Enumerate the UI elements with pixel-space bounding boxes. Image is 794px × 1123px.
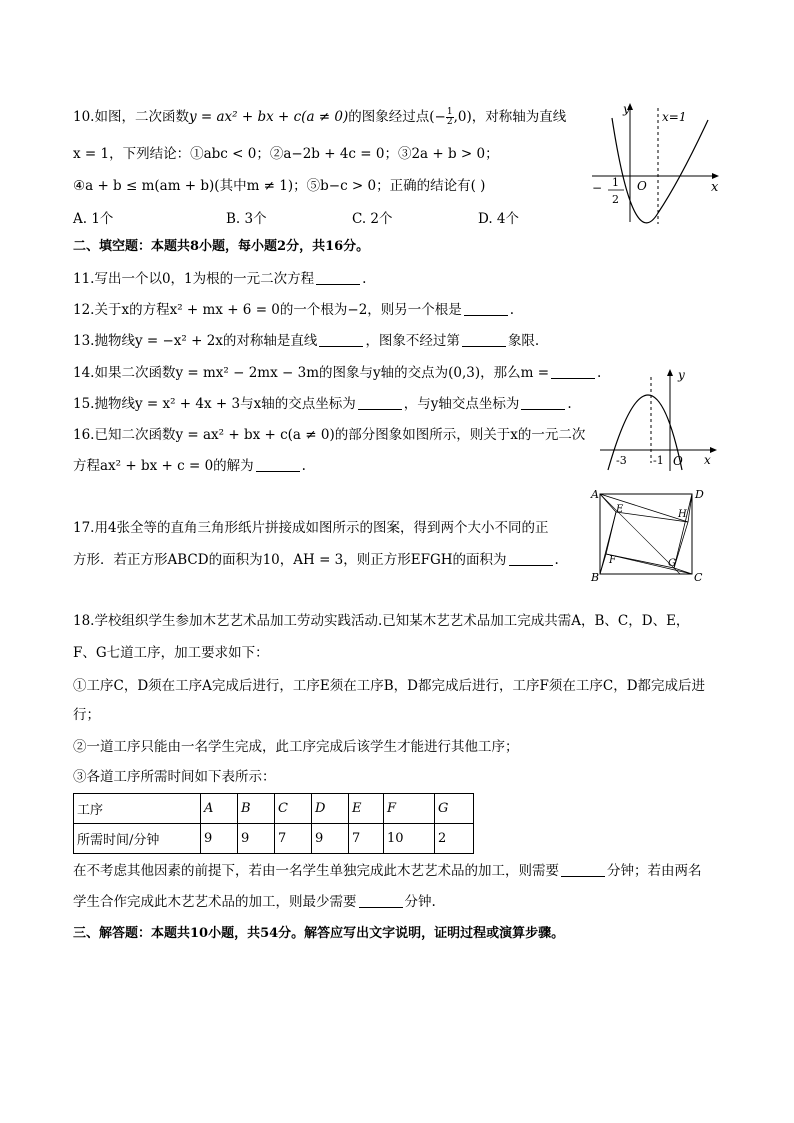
q10-math: y = ax² + bx + c(a ≠ 0) <box>188 109 349 125</box>
table-cell: 7 <box>349 824 384 854</box>
q12-blank <box>464 303 508 316</box>
table-cell: G <box>435 794 474 824</box>
q13-blank-1 <box>319 334 363 347</box>
q16-tick-neg1: -1 <box>653 454 664 467</box>
q10-tick-neg: − <box>592 181 603 195</box>
q13 <box>73 332 539 350</box>
q18-line7 <box>73 862 702 880</box>
table-head-process: 工序 <box>74 794 201 824</box>
q10-text-b: 的图象经过点( <box>348 109 435 125</box>
q10-axis-label: x=1 <box>662 110 687 124</box>
q18-line6: ③各道工序所需时间如下表所示： <box>73 769 276 785</box>
q10-y-label: y <box>623 102 630 116</box>
q18-blank-2 <box>359 895 403 908</box>
q17-blank <box>509 553 553 566</box>
q16-parabola-graph <box>598 365 723 475</box>
q16-line2 <box>73 457 306 475</box>
q18-text-c: 学生合作完成此木艺艺术品的加工，则最少需要 <box>73 894 357 910</box>
q10-option-c: C. 2个 <box>352 211 393 227</box>
q14 <box>73 364 601 382</box>
q17-label-g: G <box>668 558 676 569</box>
q17-line2 <box>73 551 559 569</box>
q18-text-b: 分钟；若由两名 <box>607 863 702 879</box>
section-2-heading: 二、填空题：本题共8小题，每小题2分，共16分。 <box>73 239 370 254</box>
table-cell: 9 <box>238 824 275 854</box>
q10-line3: ④a + b ≤ m(am + b)(其中m ≠ 1)；⑤b−c > 0；正确的结论有( ) <box>73 178 486 194</box>
table-cell: 9 <box>201 824 238 854</box>
q10-tick-den: 2 <box>612 193 619 206</box>
table-cell: F <box>384 794 435 824</box>
q17-label-d: D <box>695 488 704 501</box>
table-head-time: 所需时间/分钟 <box>74 824 201 854</box>
q12 <box>73 301 514 319</box>
table-cell: E <box>349 794 384 824</box>
table-cell: 7 <box>275 824 312 854</box>
q14-end: . <box>597 365 602 381</box>
q17-label-h: H <box>678 509 687 520</box>
table-cell: 10 <box>384 824 435 854</box>
q10-point-den: 2 <box>446 117 453 127</box>
q17-label-c: C <box>694 571 703 584</box>
q15-blank-1 <box>358 397 402 410</box>
q15 <box>73 395 572 413</box>
q18-line2: F、G七道工序，加工要求如下： <box>73 645 269 661</box>
q16-text: 方程ax² + bx + c = 0的解为 <box>73 458 254 474</box>
q10-tick-num: 1 <box>612 176 619 189</box>
q11-text: 11.写出一个以0，1为根的一元二次方程 <box>73 271 315 287</box>
q18-line1: 18.学校组织学生参加木艺艺术品加工劳动实践活动.已知某木艺艺术品加工完成共需A，B、C，D、E， <box>73 613 690 629</box>
q16-origin-label: O <box>673 454 683 468</box>
q17-square-figure <box>588 484 706 586</box>
q11-blank <box>316 272 360 285</box>
process-time-table <box>73 793 474 854</box>
q17-label-e: E <box>616 504 624 515</box>
q16-x-label: x <box>704 453 711 467</box>
section-3-heading: 三、解答题：本题共10小题，共54分。解答应写出文字说明，证明过程或演算步骤。 <box>73 926 565 941</box>
q13-text-a: 13.抛物线y = −x² + 2x的对称轴是直线 <box>73 333 318 349</box>
q13-text-c: 象限. <box>507 333 540 349</box>
q10-option-d: D. 4个 <box>478 211 520 227</box>
q13-text-b: ，图象不经过第 <box>365 333 460 349</box>
q14-text: 14.如果二次函数y = mx² − 2mx − 3m的图象与y轴的交点为(0,3)，那么m = <box>73 365 550 381</box>
q12-text: 12.关于x的方程x² + mx + 6 = 0的一个根为−2，则另一个根是 <box>73 302 462 318</box>
q13-blank-2 <box>462 334 506 347</box>
q10-point-num: 1 <box>446 107 453 117</box>
q15-text-a: 15.抛物线y = x² + 4x + 3与x轴的交点坐标为 <box>73 396 356 412</box>
q18-line4: 行； <box>73 707 100 723</box>
q15-text-b: ，与y轴交点坐标为 <box>403 396 520 412</box>
table-row <box>74 794 474 824</box>
q16-y-label: y <box>678 368 685 382</box>
q10-point-fraction <box>446 108 454 127</box>
q18-line8 <box>73 893 436 911</box>
q18-line3: ①工序C，D须在工序A完成后进行，工序E须在工序B，D都完成后进行，工序F须在工序C，D都完成后进 <box>73 678 706 694</box>
table-cell: D <box>312 794 349 824</box>
q10-line2: x = 1，下列结论：①abc < 0；②a−2b + 4c = 0；③2a + b > 0； <box>73 146 499 162</box>
q12-end: . <box>509 302 515 318</box>
q10-origin-label: O <box>637 179 647 193</box>
q17-text: 方形．若正方形ABCD的面积为10，AH = 3，则正方形EFGH的面积为 <box>73 552 507 568</box>
q14-blank <box>551 366 595 379</box>
q10-text-c: ,0)，对称轴为直线 <box>453 109 567 125</box>
q18-line5: ②一道工序只能由一名学生完成，此工序完成后该学生才能进行其他工序； <box>73 739 519 755</box>
q16-end: . <box>301 458 306 474</box>
table-cell: C <box>275 794 312 824</box>
q10-point-neg: − <box>434 109 446 125</box>
q17-label-a: A <box>591 488 599 501</box>
q15-end: . <box>567 396 572 412</box>
q10-text-a: 10.如图，二次函数 <box>73 109 189 125</box>
q17-end: . <box>554 552 559 568</box>
q18-text-d: 分钟. <box>404 894 436 910</box>
q10-option-b: B. 3个 <box>226 211 267 227</box>
q10-x-label: x <box>711 180 719 195</box>
table-cell: B <box>238 794 275 824</box>
q16-blank <box>256 459 300 472</box>
table-cell: 2 <box>435 824 474 854</box>
q10-parabola-graph <box>590 100 725 225</box>
q17-label-b: B <box>591 571 600 584</box>
q10-option-a: A. 1个 <box>73 211 114 227</box>
q18-blank-1 <box>561 864 605 877</box>
q17-line1: 17.用4张全等的直角三角形纸片拼接成如图所示的图案，得到两个大小不同的正 <box>73 520 549 536</box>
q17-label-f: F <box>609 555 616 566</box>
table-row <box>74 824 474 854</box>
q18-text-a: 在不考虑其他因素的前提下，若由一名学生单独完成此木艺艺术品的加工，则需要 <box>73 863 559 879</box>
q16-tick-neg3: -3 <box>616 454 627 467</box>
q16-line1: 16.已知二次函数y = ax² + bx + c(a ≠ 0)的部分图象如图所示，则关于x的一元二次 <box>73 427 586 443</box>
table-cell: A <box>201 794 238 824</box>
q11 <box>73 270 366 288</box>
table-cell: 9 <box>312 824 349 854</box>
q10-line1 <box>73 108 566 127</box>
q11-end: . <box>362 271 367 287</box>
q15-blank-2 <box>521 397 565 410</box>
